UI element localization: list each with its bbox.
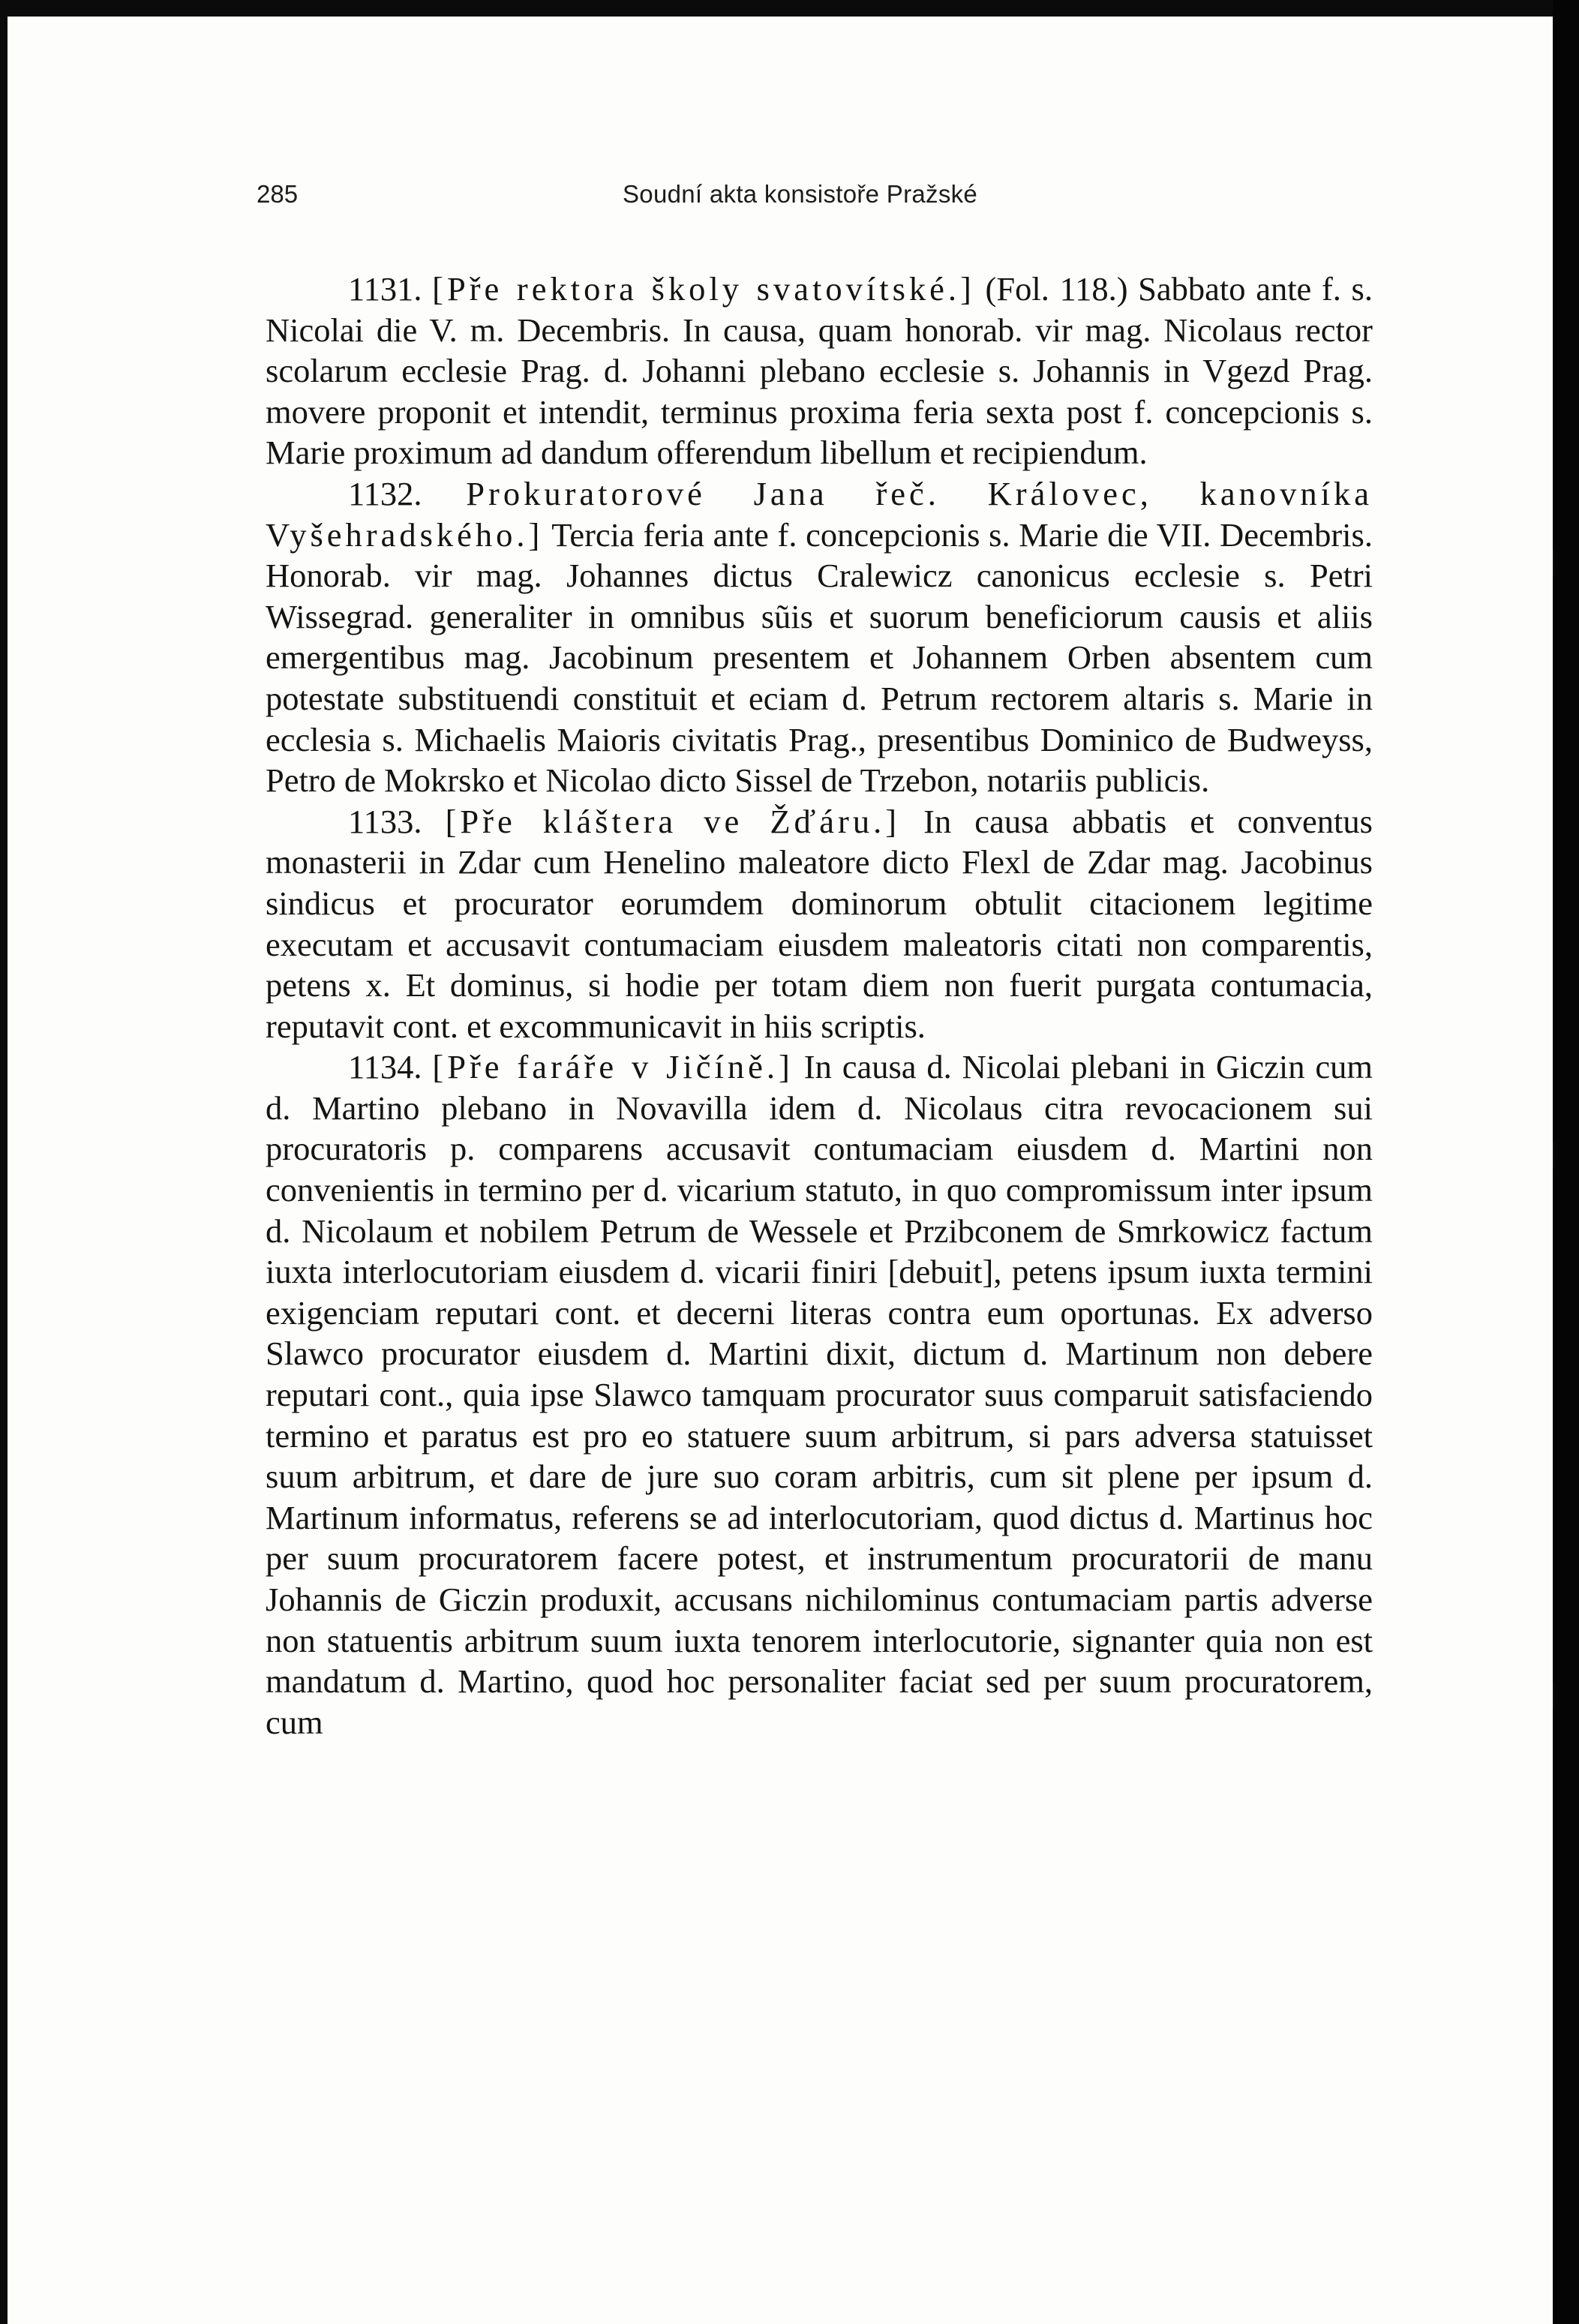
entry-title: [Pře faráře v Jičíně.] <box>432 1048 794 1086</box>
entry-title: [Pře kláštera ve Žďáru.] <box>445 802 901 840</box>
entry-1131 <box>266 269 1373 473</box>
entry-number: 1134. <box>348 1048 422 1086</box>
document-page <box>8 17 1553 2324</box>
entry-title: Prokuratorové Jana řeč. Královec, kanovníka Vyšehradského.] <box>266 474 1373 554</box>
entry-text: (Fol. 118.) Sabbato ante f. s. Nicolai die V. m. Decembris. In causa, quam honorab. vir mag. Nicolaus rector scolarum ecclesie Prag. d. Johanni plebano ecclesie s. Johannis in Vgezd Prag. movere proponit et intendit, terminus proxima feria sexta post f. concepcionis s. Marie proximum ad dandum offerendum libellum et recipiendum. <box>266 270 1373 472</box>
document-body <box>266 269 1373 1743</box>
entry-1132 <box>266 473 1373 801</box>
entry-text: Tercia feria ante f. concepcionis s. Marie die VII. Decembris. Honorab. vir mag. Johannes dictus Cralewicz canonicus ecclesie s. Petri Wissegrad. generaliter in omnibus sũis et suorum beneficiorum causis et aliis emergentibus mag. Jacobinum presentem et Johannem Orben absentem cum potestate substituendi constituit et eciam d. Petrum rectorem altaris s. Marie in ecclesia s. Michaelis Maioris civitatis Prag., presentibus Dominico de Budweyss, Petro de Mokrsko et Nicolao dicto Sissel de Trzebon, notariis publicis. <box>266 515 1373 800</box>
running-head <box>257 180 1382 218</box>
running-title: Soudní akta konsistoře Pražské <box>623 180 978 208</box>
entry-text: In causa abbatis et conventus monasterii in Zdar cum Henelino maleatore dicto Flexl de Zdar mag. Jacobinus sindicus et procurator eorumdem dominorum obtulit citacionem legitime executam et accusavit contumaciam eiusdem maleatoris citati non comparentis, petens x. Et dominus, si hodie per totam diem non fuerit purgata contumacia, reputavit cont. et excommunicavit in hiis scriptis. <box>266 802 1373 1045</box>
entry-number: 1133. <box>348 802 422 840</box>
entry-text: In causa d. Nicolai plebani in Giczin cum d. Martino plebano in Novavilla idem d. Nicolaus citra revocacionem sui procuratoris p. comparens accusavit contumaciam eiusdem d. Martini non convenientis in termino per d. vicarium statuto, in quo compromissum inter ipsum d. Nicolaum et nobilem Petrum de Wessele et Przibconem de Smrkowicz factum iuxta interlocutoriam eiusdem d. vicarii finiri [debuit], petens ipsum iuxta termini exigenciam reputari cont. et decerni literas contra eum oportunas. Ex adverso Slawco procurator eiusdem d. Martini dixit, dictum d. Martinum non debere reputari cont., quia ipse Slawco tamquam procurator suus comparuit satisfaciendo termino et paratus est pro eo statuere suum arbitrum, si pars adversa statuisset suum arbitrum, et dare de jure suo coram arbitris, cum sit plene per ipsum d. Martinum informatus, referens se ad interlocutoriam, quod dictus d. Martinus hoc per suum procuratorem facere potest, et instrumentum procuratorii de manu Johannis de Giczin produxit, accusans nichilominus contumaciam partis adverse non statuentis arbitrum suum iuxta tenorem interlocutorie, signanter quia non est mandatum d. Martino, quod hoc personaliter faciat sed per suum procuratorem, cum <box>266 1048 1373 1741</box>
entry-number: 1132. <box>348 474 422 512</box>
entry-number: 1131. <box>348 270 422 308</box>
entry-1133 <box>266 801 1373 1047</box>
entry-title: [Pře rektora školy svatovítské.] <box>432 270 975 308</box>
page-number: 285 <box>257 180 299 208</box>
entry-1134 <box>266 1046 1373 1743</box>
